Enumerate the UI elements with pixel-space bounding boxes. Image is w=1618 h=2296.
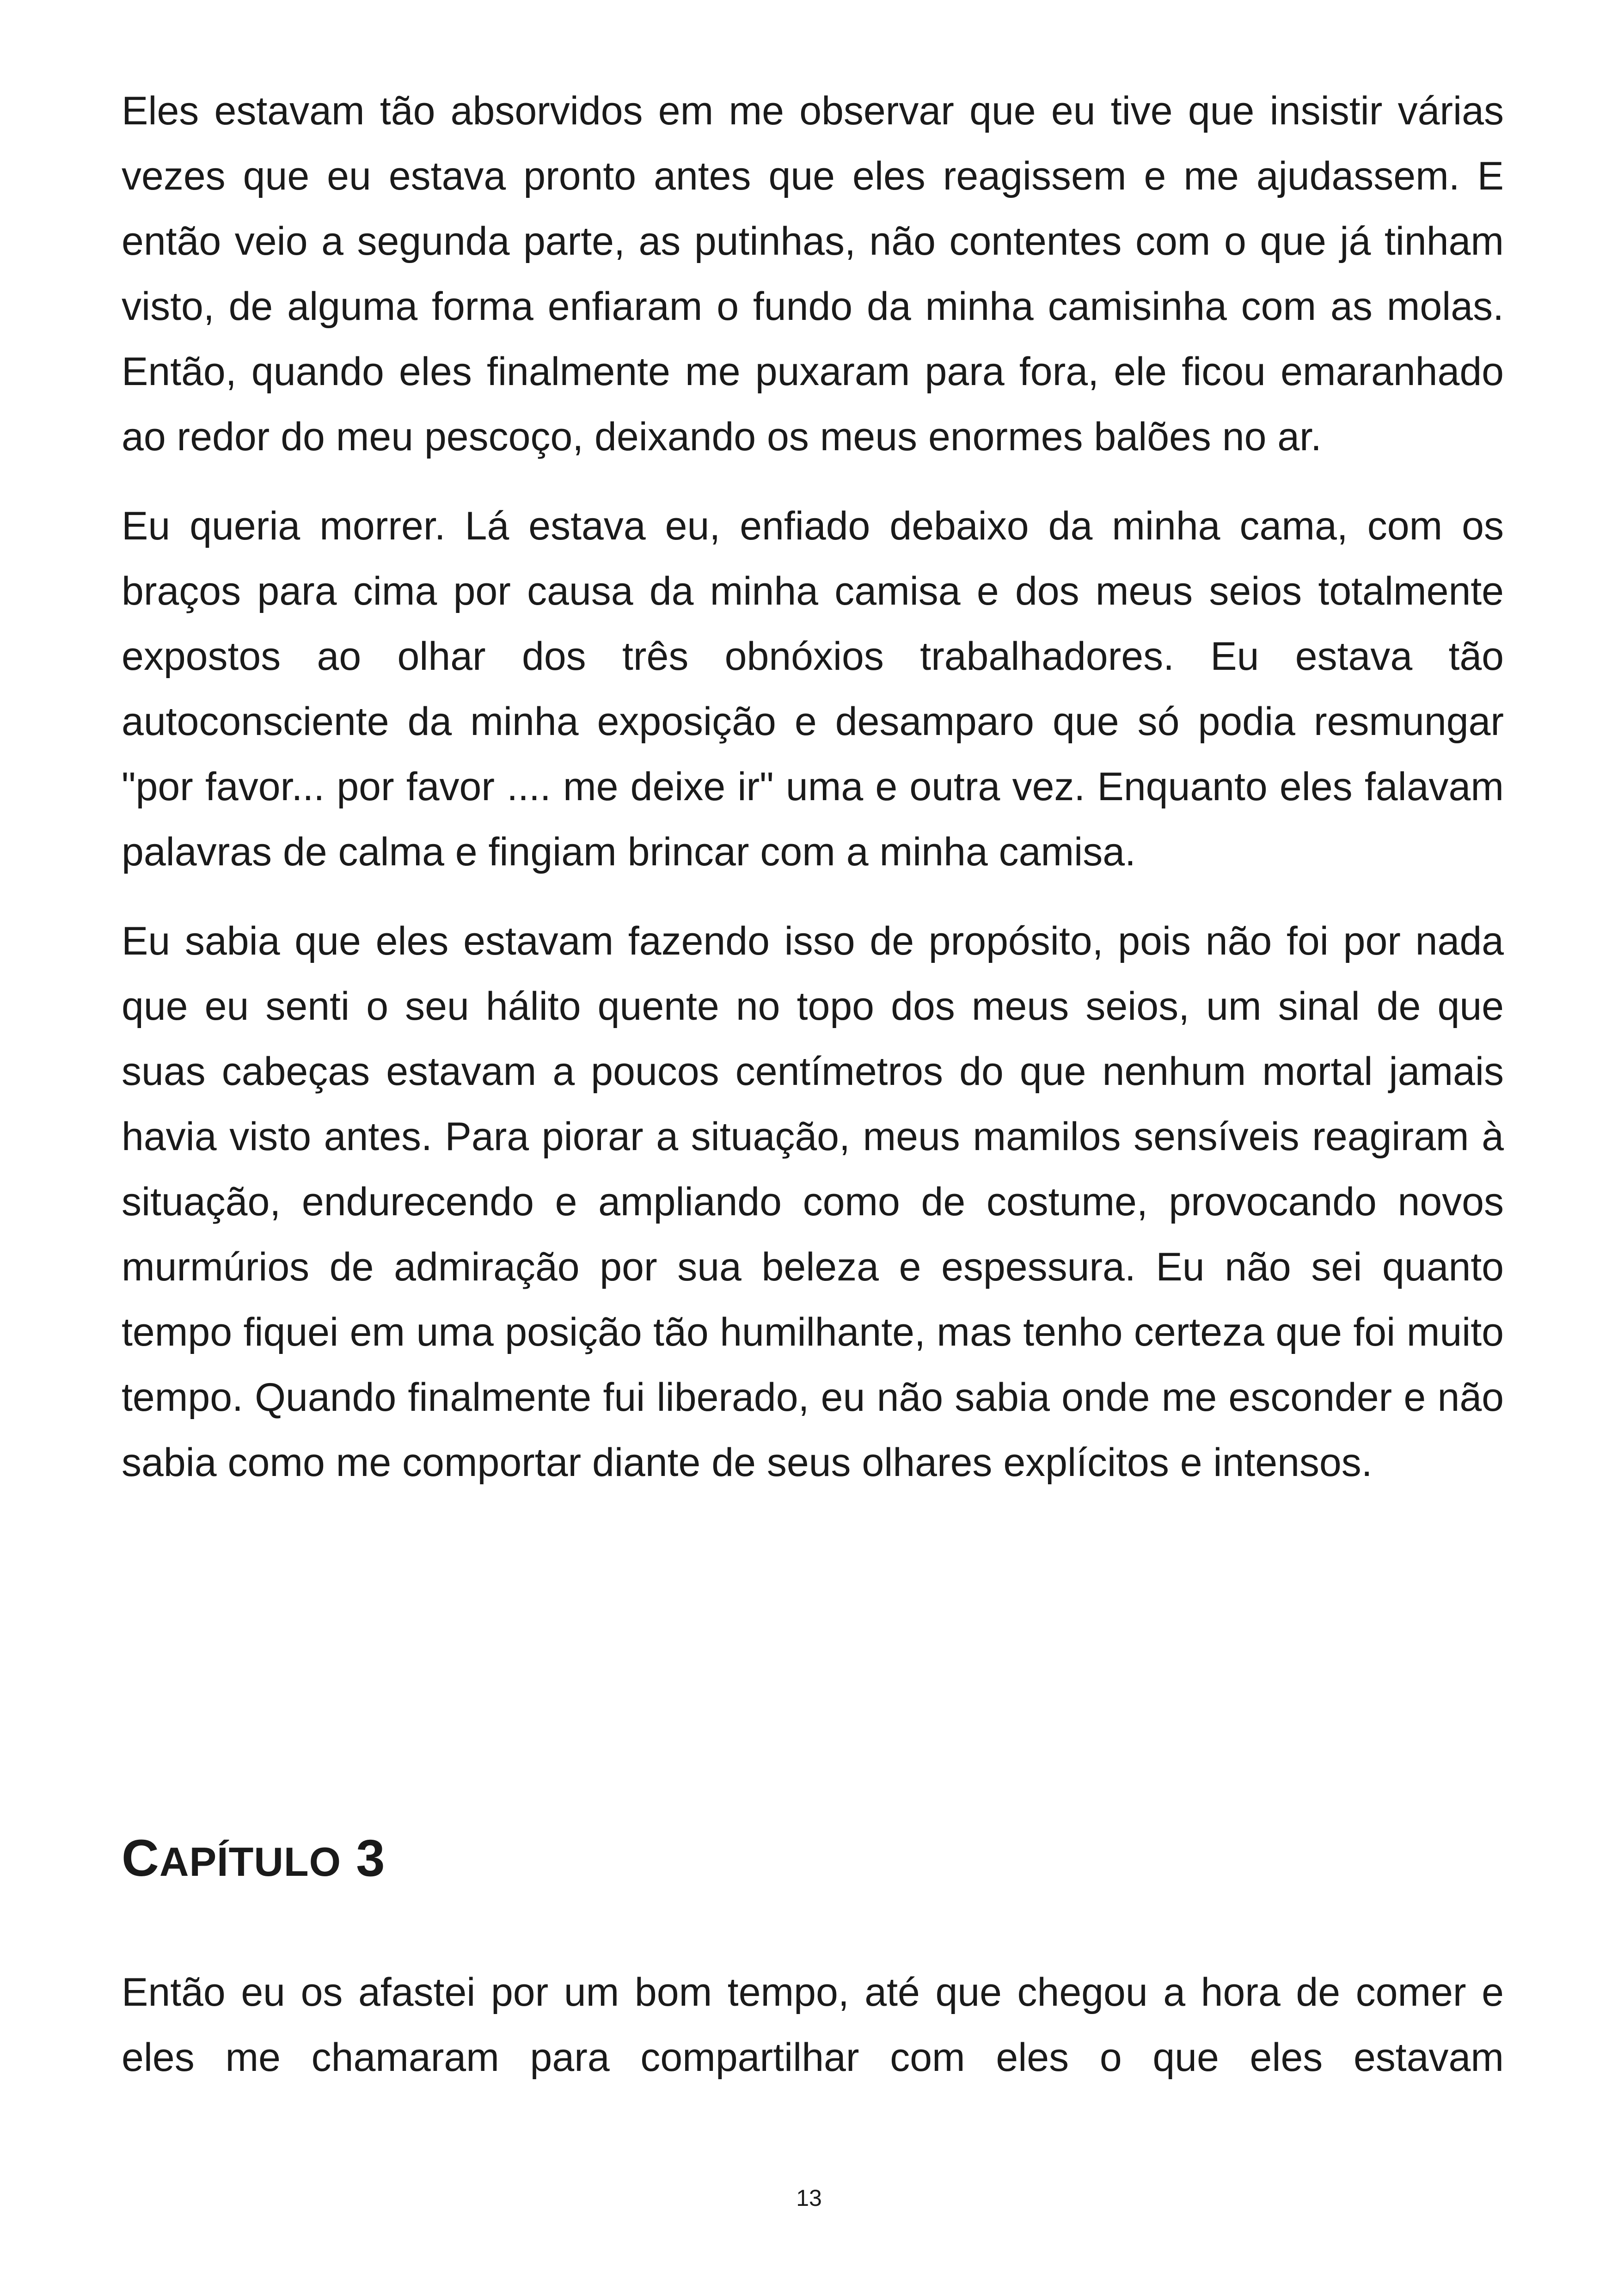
body-text [122,79,1504,1519]
paragraph-1: Eles estavam tão absorvidos em me observar que eu tive que insistir várias vezes que eu estava pronto antes que eles reagissem e me ajudassem. E então veio a segunda parte, as putinhas, não contentes com o que já tinham visto, de alguma forma enfiaram o fundo da minha camisinha com as molas. Então, quando eles finalmente me puxaram para fora, ele ficou emaranhado ao redor do meu pescoço, deixando os meus enormes balões no ar. [122,89,1504,459]
chapter-heading-number: 3 [356,1829,386,1887]
chapter-paragraph-1: Então eu os afastei por um bom tempo, até que chegou a hora de comer e eles me chamaram para compartilhar com eles o que eles estavam [122,1970,1504,2080]
chapter-heading-initial: C [122,1829,159,1887]
chapter-heading [122,1828,386,1892]
paragraph-3: Eu sabia que eles estavam fazendo isso de propósito, pois não foi por nada que eu senti o seu hálito quente no topo dos meus seios, um sinal de que suas cabeças estavam a poucos centímetros do que nenhum mortal jamais havia visto antes. Para piorar a situação, meus mamilos sensíveis reagiram à situação, endurecendo e ampliando como de costume, provocando novos murmúrios de admiração por sua beleza e espessura. Eu não sei quanto tempo fiquei em uma posição tão humilhante, mas tenho certeza que foi muito tempo. Quando finalmente fui liberado, eu não sabia onde me esconder e não sabia como me comportar diante de seus olhares explícitos e intensos. [122,919,1504,1485]
chapter-body-text [122,1960,1504,2114]
paragraph-2: Eu queria morrer. Lá estava eu, enfiado debaixo da minha cama, com os braços para cima por causa da minha camisa e dos meus seios totalmente expostos ao olhar dos três obnóxios trabalhadores. Eu estava tão autoconsciente da minha exposição e desamparo que só podia resmungar "por favor... por favor .... me deixe ir" uma e outra vez. Enquanto eles falavam palavras de calma e fingiam brincar com a minha camisa. [122,504,1504,874]
chapter-heading-word: APÍTULO [159,1839,342,1885]
page-number: 13 [796,2185,822,2211]
